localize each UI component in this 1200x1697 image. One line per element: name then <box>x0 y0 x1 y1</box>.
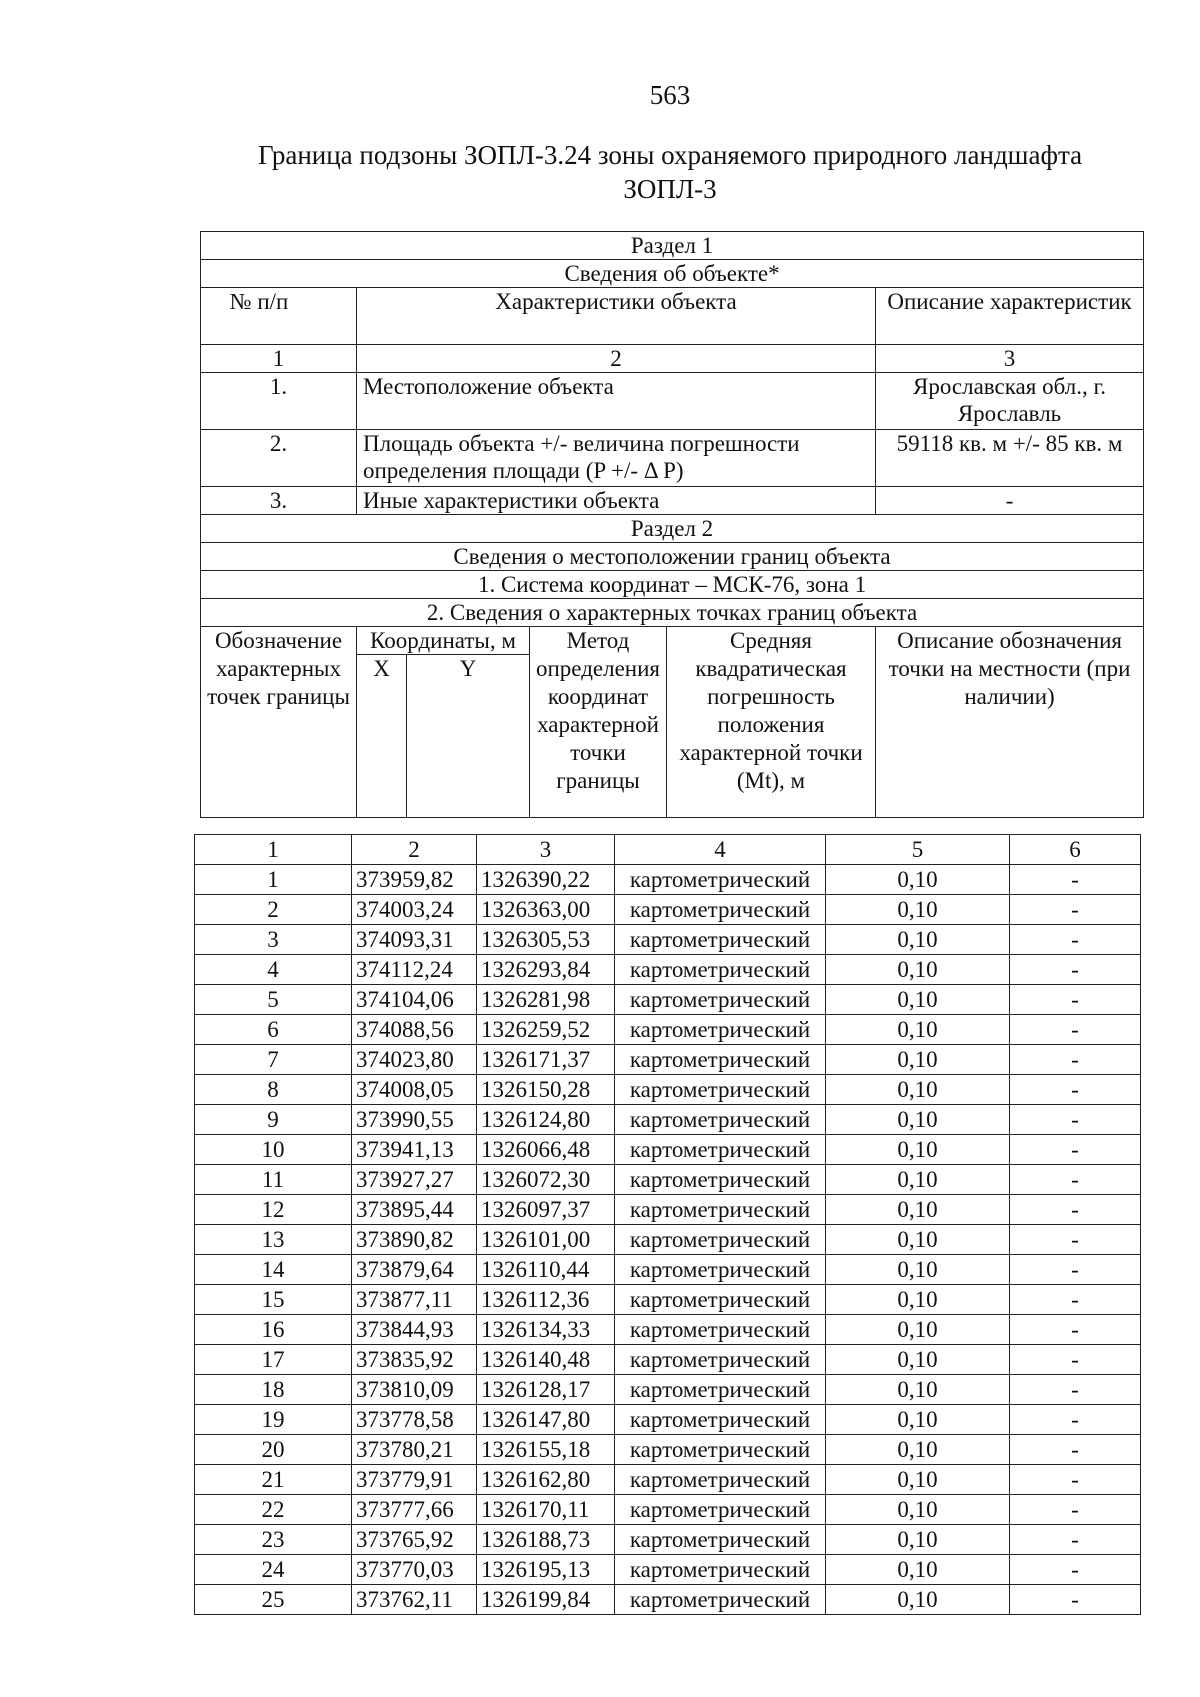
table-row <box>195 865 1141 895</box>
object-info-table <box>200 231 1144 818</box>
point-id: 1 <box>195 865 352 895</box>
coord-y: 1326170,11 <box>477 1495 615 1525</box>
description: - <box>1010 1195 1141 1225</box>
method: картометрический <box>615 955 826 985</box>
coord-x: 373780,21 <box>352 1435 477 1465</box>
method: картометрический <box>615 1585 826 1615</box>
coord-y: 1326112,36 <box>477 1285 615 1315</box>
coord-x: 373927,27 <box>352 1165 477 1195</box>
method: картометрический <box>615 1135 826 1165</box>
header-y: Y <box>407 655 530 818</box>
table-row <box>195 1255 1141 1285</box>
point-id: 7 <box>195 1045 352 1075</box>
description: - <box>1010 1345 1141 1375</box>
column-numbers-row <box>195 835 1141 865</box>
point-id: 11 <box>195 1165 352 1195</box>
error: 0,10 <box>826 1015 1010 1045</box>
coord-y: 1326101,00 <box>477 1225 615 1255</box>
coord-y: 1326293,84 <box>477 955 615 985</box>
table-row <box>195 1585 1141 1615</box>
row3-name: Иные характеристики объекта <box>357 487 876 515</box>
coord-y: 1326199,84 <box>477 1585 615 1615</box>
coord-y: 1326305,53 <box>477 925 615 955</box>
method: картометрический <box>615 1555 826 1585</box>
description: - <box>1010 865 1141 895</box>
boundary-points-table <box>194 834 1141 1615</box>
coord-x: 373777,66 <box>352 1495 477 1525</box>
header-num: № п/п <box>201 288 357 345</box>
error: 0,10 <box>826 1465 1010 1495</box>
description: - <box>1010 1135 1141 1165</box>
error: 0,10 <box>826 865 1010 895</box>
point-id: 8 <box>195 1075 352 1105</box>
description: - <box>1010 985 1141 1015</box>
coord-x: 374088,56 <box>352 1015 477 1045</box>
points-title: 2. Сведения о характерных точках границ объекта <box>201 599 1144 627</box>
row3-num: 3. <box>201 487 357 515</box>
table-row <box>195 1105 1141 1135</box>
table-row <box>195 1225 1141 1255</box>
table-row <box>195 895 1141 925</box>
point-id: 16 <box>195 1315 352 1345</box>
description: - <box>1010 1525 1141 1555</box>
coord-y: 1326134,33 <box>477 1315 615 1345</box>
table-row <box>195 1135 1141 1165</box>
description: - <box>1010 1045 1141 1075</box>
coord-y: 1326066,48 <box>477 1135 615 1165</box>
method: картометрический <box>615 1015 826 1045</box>
page-number: 563 <box>649 80 691 110</box>
col-number-2: 2 <box>352 835 477 865</box>
coord-x: 373810,09 <box>352 1375 477 1405</box>
coord-y: 1326140,48 <box>477 1345 615 1375</box>
coord-x: 373877,11 <box>352 1285 477 1315</box>
method: картометрический <box>615 1495 826 1525</box>
table-row <box>195 1195 1141 1225</box>
error: 0,10 <box>826 1495 1010 1525</box>
coord-y: 1326097,37 <box>477 1195 615 1225</box>
coord-y: 1326155,18 <box>477 1435 615 1465</box>
section1-title: Раздел 1 <box>201 232 1144 260</box>
coord-y: 1326147,80 <box>477 1405 615 1435</box>
header-designation: Обозначение характерных точек границы <box>201 627 357 818</box>
document-title <box>170 138 1170 206</box>
point-id: 12 <box>195 1195 352 1225</box>
coord-y: 1326363,00 <box>477 895 615 925</box>
col-num-3: 3 <box>876 345 1144 373</box>
description: - <box>1010 1255 1141 1285</box>
error: 0,10 <box>826 1225 1010 1255</box>
coord-x: 374003,24 <box>352 895 477 925</box>
error: 0,10 <box>826 1405 1010 1435</box>
row3-value: - <box>876 487 1144 515</box>
coord-x: 373835,92 <box>352 1345 477 1375</box>
point-id: 10 <box>195 1135 352 1165</box>
table-row <box>195 925 1141 955</box>
section1-subtitle: Сведения об объекте* <box>201 260 1144 288</box>
header-x: X <box>357 655 407 818</box>
coord-x: 373879,64 <box>352 1255 477 1285</box>
coord-y: 1326195,13 <box>477 1555 615 1585</box>
col-number-3: 3 <box>477 835 615 865</box>
method: картометрический <box>615 865 826 895</box>
description: - <box>1010 1465 1141 1495</box>
table-row <box>195 1435 1141 1465</box>
point-id: 6 <box>195 1015 352 1045</box>
header-method: Метод определения координат характерной точки границы <box>530 627 667 818</box>
error: 0,10 <box>826 985 1010 1015</box>
point-id: 3 <box>195 925 352 955</box>
description: - <box>1010 1165 1141 1195</box>
error: 0,10 <box>826 1285 1010 1315</box>
row1-num: 1. <box>201 373 357 430</box>
method: картометрический <box>615 1285 826 1315</box>
coord-y: 1326150,28 <box>477 1075 615 1105</box>
error: 0,10 <box>826 925 1010 955</box>
coord-y: 1326188,73 <box>477 1525 615 1555</box>
description: - <box>1010 1315 1141 1345</box>
table-row <box>195 1045 1141 1075</box>
description: - <box>1010 1285 1141 1315</box>
table-row <box>195 1375 1141 1405</box>
coord-x: 373779,91 <box>352 1465 477 1495</box>
title-line-2: ЗОПЛ-3 <box>623 174 717 204</box>
point-id: 17 <box>195 1345 352 1375</box>
coord-y: 1326171,37 <box>477 1045 615 1075</box>
method: картометрический <box>615 1045 826 1075</box>
error: 0,10 <box>826 1255 1010 1285</box>
point-id: 15 <box>195 1285 352 1315</box>
error: 0,10 <box>826 1435 1010 1465</box>
col-num-1: 1 <box>201 345 357 373</box>
point-id: 18 <box>195 1375 352 1405</box>
coord-y: 1326259,52 <box>477 1015 615 1045</box>
point-id: 24 <box>195 1555 352 1585</box>
point-id: 23 <box>195 1525 352 1555</box>
point-id: 9 <box>195 1105 352 1135</box>
error: 0,10 <box>826 1135 1010 1165</box>
point-id: 13 <box>195 1225 352 1255</box>
error: 0,10 <box>826 1555 1010 1585</box>
coord-x: 374023,80 <box>352 1045 477 1075</box>
row1-value: Ярославская обл., г. Ярославль <box>876 373 1144 430</box>
coord-y: 1326110,44 <box>477 1255 615 1285</box>
coord-x: 374093,31 <box>352 925 477 955</box>
coord-y: 1326128,17 <box>477 1375 615 1405</box>
coord-y: 1326390,22 <box>477 865 615 895</box>
method: картометрический <box>615 1255 826 1285</box>
row1-name: Местоположение объекта <box>357 373 876 430</box>
title-line-1: Граница подзоны ЗОПЛ-3.24 зоны охраняемого природного ландшафта <box>257 140 1083 170</box>
point-id: 21 <box>195 1465 352 1495</box>
coord-x: 373990,55 <box>352 1105 477 1135</box>
table-row <box>195 1405 1141 1435</box>
point-id: 25 <box>195 1585 352 1615</box>
error: 0,10 <box>826 1195 1010 1225</box>
method: картометрический <box>615 1435 826 1465</box>
coord-x: 373959,82 <box>352 865 477 895</box>
error: 0,10 <box>826 955 1010 985</box>
table-row <box>195 1525 1141 1555</box>
description: - <box>1010 1555 1141 1585</box>
table-row <box>195 1165 1141 1195</box>
coord-x: 374112,24 <box>352 955 477 985</box>
description: - <box>1010 1105 1141 1135</box>
error: 0,10 <box>826 1045 1010 1075</box>
col-number-4: 4 <box>615 835 826 865</box>
row2-name: Площадь объекта +/- величина погрешности определения площади (P +/- Δ P) <box>357 430 876 487</box>
method: картометрический <box>615 1075 826 1105</box>
coord-x: 373890,82 <box>352 1225 477 1255</box>
table-row <box>195 1015 1141 1045</box>
method: картометрический <box>615 1315 826 1345</box>
error: 0,10 <box>826 1165 1010 1195</box>
table-row <box>195 1555 1141 1585</box>
method: картометрический <box>615 895 826 925</box>
table-row <box>195 1495 1141 1525</box>
description: - <box>1010 1225 1141 1255</box>
description: - <box>1010 1435 1141 1465</box>
error: 0,10 <box>826 1375 1010 1405</box>
coord-x: 373770,03 <box>352 1555 477 1585</box>
table-row <box>195 1465 1141 1495</box>
method: картометрический <box>615 1405 826 1435</box>
method: картометрический <box>615 1465 826 1495</box>
header-description: Описание характеристик <box>876 288 1144 345</box>
error: 0,10 <box>826 1315 1010 1345</box>
error: 0,10 <box>826 1525 1010 1555</box>
point-id: 22 <box>195 1495 352 1525</box>
description: - <box>1010 1075 1141 1105</box>
coord-x: 374104,06 <box>352 985 477 1015</box>
method: картометрический <box>615 925 826 955</box>
coord-y: 1326162,80 <box>477 1465 615 1495</box>
table-row <box>195 985 1141 1015</box>
coord-x: 373778,58 <box>352 1405 477 1435</box>
point-id: 20 <box>195 1435 352 1465</box>
table-row <box>195 1075 1141 1105</box>
point-id: 2 <box>195 895 352 925</box>
coord-y: 1326281,98 <box>477 985 615 1015</box>
coord-x: 373941,13 <box>352 1135 477 1165</box>
description: - <box>1010 1585 1141 1615</box>
table-row <box>195 1285 1141 1315</box>
coord-x: 373895,44 <box>352 1195 477 1225</box>
coord-y: 1326072,30 <box>477 1165 615 1195</box>
section2-subtitle: Сведения о местоположении границ объекта <box>201 543 1144 571</box>
description: - <box>1010 895 1141 925</box>
section2-title: Раздел 2 <box>201 515 1144 543</box>
point-id: 5 <box>195 985 352 1015</box>
coordinate-system: 1. Система координат – МСК-76, зона 1 <box>201 571 1144 599</box>
header-error: Средняя квадратическая погрешность положения характерной точки (Mt), м <box>667 627 876 818</box>
point-id: 19 <box>195 1405 352 1435</box>
col-number-5: 5 <box>826 835 1010 865</box>
method: картометрический <box>615 1345 826 1375</box>
description: - <box>1010 955 1141 985</box>
error: 0,10 <box>826 1345 1010 1375</box>
row2-value: 59118 кв. м +/- 85 кв. м <box>876 430 1144 487</box>
error: 0,10 <box>826 895 1010 925</box>
description: - <box>1010 1375 1141 1405</box>
coord-x: 373844,93 <box>352 1315 477 1345</box>
coord-x: 374008,05 <box>352 1075 477 1105</box>
method: картометрический <box>615 985 826 1015</box>
table-row <box>195 1345 1141 1375</box>
point-id: 4 <box>195 955 352 985</box>
table-row <box>195 1315 1141 1345</box>
error: 0,10 <box>826 1105 1010 1135</box>
col-number-6: 6 <box>1010 835 1141 865</box>
error: 0,10 <box>826 1585 1010 1615</box>
header-characteristics: Характеристики объекта <box>357 288 876 345</box>
coord-x: 373762,11 <box>352 1585 477 1615</box>
description: - <box>1010 1405 1141 1435</box>
method: картометрический <box>615 1225 826 1255</box>
point-id: 14 <box>195 1255 352 1285</box>
header-coordinates: Координаты, м <box>357 627 530 655</box>
row2-num: 2. <box>201 430 357 487</box>
description: - <box>1010 925 1141 955</box>
method: картометрический <box>615 1105 826 1135</box>
header-point-description: Описание обозначения точки на местности (при наличии) <box>876 627 1144 818</box>
description: - <box>1010 1495 1141 1525</box>
col-number-1: 1 <box>195 835 352 865</box>
method: картометрический <box>615 1165 826 1195</box>
error: 0,10 <box>826 1075 1010 1105</box>
coord-y: 1326124,80 <box>477 1105 615 1135</box>
method: картометрический <box>615 1195 826 1225</box>
method: картометрический <box>615 1525 826 1555</box>
description: - <box>1010 1015 1141 1045</box>
col-num-2: 2 <box>357 345 876 373</box>
table-row <box>195 955 1141 985</box>
coord-x: 373765,92 <box>352 1525 477 1555</box>
method: картометрический <box>615 1375 826 1405</box>
